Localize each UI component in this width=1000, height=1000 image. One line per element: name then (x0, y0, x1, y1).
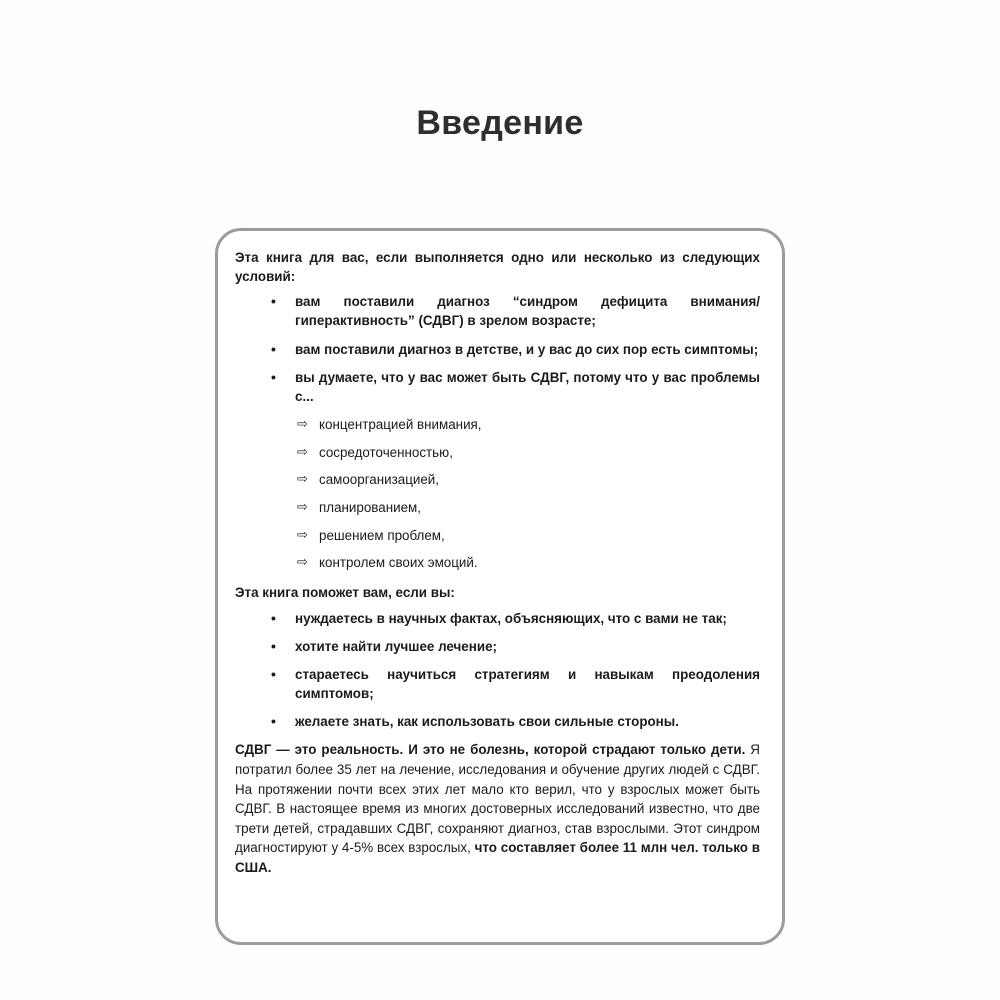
list-item-text: концентрацией внимания, (319, 417, 482, 433)
list-item-text: вы думаете, что у вас может быть СДВГ, потому что у вас проблемы с... (295, 369, 760, 404)
arrow-icon: ⇨ (297, 416, 308, 432)
list-item-text: хотите найти лучшее лечение; (295, 638, 497, 654)
list-item (235, 415, 760, 434)
list-item (235, 665, 760, 703)
list-item-text: нуждаетесь в научных фактах, объясняющих, что с вами не так; (295, 610, 727, 626)
bullet-icon: • (271, 713, 276, 730)
list-item (235, 470, 760, 489)
list-item (235, 609, 760, 628)
closing-bold-start: СДВГ — это реальность. И это не болезнь, которой страдают только дети. (235, 742, 746, 758)
list-item (235, 637, 760, 656)
condition-list (235, 292, 760, 406)
problem-list (235, 415, 760, 572)
list-item (235, 498, 760, 517)
bullet-icon: • (271, 368, 276, 385)
list-item (235, 712, 760, 731)
arrow-icon: ⇨ (297, 526, 308, 542)
list-item-text: стараетесь научиться стратегиям и навыкам преодоления симптомов; (295, 667, 760, 702)
arrow-icon: ⇨ (297, 443, 308, 459)
list-item-text: сосредоточенностью, (319, 444, 453, 460)
list-item-text: контролем своих эмоций. (319, 555, 478, 571)
list-item (235, 443, 760, 462)
closing-bold-end: что составляет более 11 млн чел. только в США. (235, 840, 760, 875)
page-title: Введение (416, 104, 584, 142)
closing-paragraph (235, 740, 760, 877)
list-item-text: желаете знать, как использовать свои сильные стороны. (295, 714, 679, 730)
list-item (235, 553, 760, 572)
list-item-text: самоорганизацией, (319, 472, 439, 488)
intro-paragraph-2: Эта книга поможет вам, если вы: (235, 584, 455, 600)
list-item (235, 526, 760, 545)
list-item-text: планированием, (319, 500, 421, 516)
bullet-icon: • (271, 293, 276, 310)
list-item (235, 368, 760, 406)
intro-box (215, 228, 785, 945)
list-item-text: вам поставили диагноз в детстве, и у вас до сих пор есть симптомы; (295, 341, 759, 357)
arrow-icon: ⇨ (297, 471, 308, 487)
closing-middle: Я потратил более 35 лет на лечение, исследования и обучение других людей с СДВГ. На протяжении почти всех этих лет мало кто верил, что у взрослых может быть СДВГ. В настоящее время из многих достоверных исследований известно, что две трети детей, страдавших СДВГ, сохраняют диагноз, став взрослыми. Этот синдром диагностируют у 4-5% всех взрослых, (235, 742, 760, 856)
list-item (235, 292, 760, 330)
bullet-icon: • (271, 637, 276, 654)
list-item-text: решением проблем, (319, 527, 445, 543)
list-item-text: вам поставили диагноз “синдром дефицита внимания/гиперактивность” (СДВГ) в зрелом возрасте; (295, 294, 760, 329)
list-item (235, 340, 760, 359)
arrow-icon: ⇨ (297, 554, 308, 570)
intro-paragraph-1: Эта книга для вас, если выполняется одно или несколько из следующих условий: (235, 250, 760, 285)
bullet-icon: • (271, 666, 276, 682)
benefit-list (235, 609, 760, 732)
arrow-icon: ⇨ (297, 499, 308, 515)
bullet-icon: • (271, 609, 276, 626)
bullet-icon: • (271, 340, 276, 357)
